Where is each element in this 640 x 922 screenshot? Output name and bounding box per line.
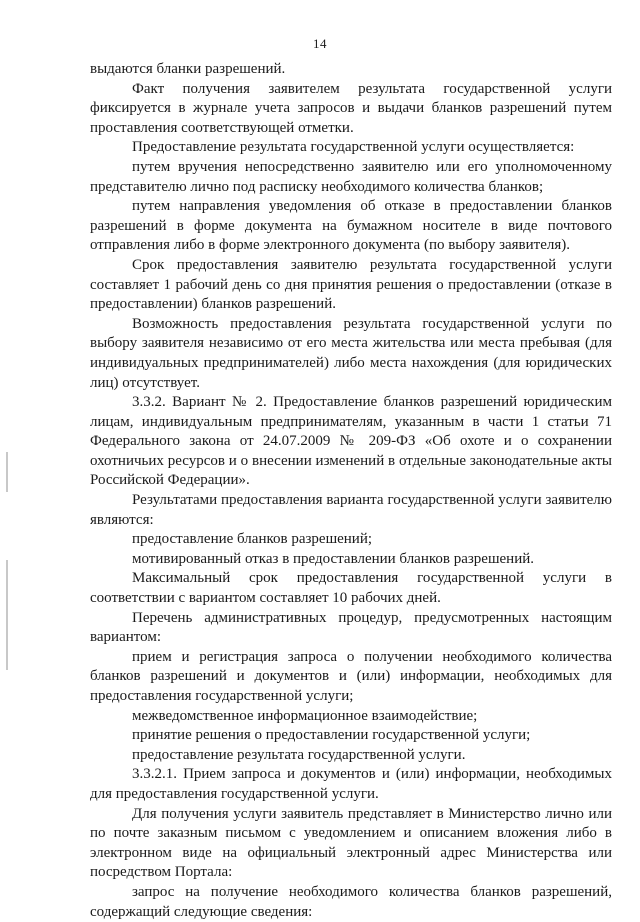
paragraph: 3.3.2. Вариант № 2. Предоставление бланков разрешений юридическим лицам, индивидуальным предпринимателям, указанным в части 1 статьи 71 Федерального закона от 24.07.2009 № 209-ФЗ «Об охоте и о сохранении охотничьих ресурсов и о внесении изменений в отдельные законодательные акты Российской Федерации». (90, 394, 612, 489)
paragraph: Возможность предоставления результата государственной услуги по выбору заявителя независимо от его места жительства или места пребывая (для индивидуальных предпринимателей) либо места нахождения (для юридических лиц) отсутствует. (90, 315, 612, 391)
paragraph: предоставление бланков разрешений; (132, 531, 373, 548)
paragraph: Максимальный срок предоставления государственной услуги в соответствии с вариантом составляет 10 рабочих дней. (90, 570, 612, 607)
paragraph: Факт получения заявителем результата государственной услуги фиксируется в журнале учета запросов и выдачи бланков разрешений путем проставления соответствующей отметки. (90, 80, 612, 136)
paragraph: принятие решения о предоставлении государственной услуги; (132, 727, 531, 744)
paragraph: межведомственное информационное взаимодействие; (132, 707, 478, 724)
paragraph: Для получения услуги заявитель представляет в Министерство лично или по почте заказным письмом с уведомлением и описанием вложения либо в электронном виде на официальный электронный адрес Министерства или посредством Портала: (90, 805, 612, 881)
paragraph: запрос на получение необходимого количества бланков разрешений, содержащий следующие сведения: (90, 883, 612, 920)
paragraph: 3.3.2.1. Прием запроса и документов и (или) информации, необходимых для предоставления государственной услуги. (90, 766, 612, 802)
scan-margin-artifact (6, 560, 8, 670)
page-number: 14 (313, 36, 327, 51)
paragraph: Срок предоставления заявителю результата государственной услуги составляет 1 рабочий день со дня принятия решения о предоставлении (отказе в предоставлении) бланков разрешений. (90, 256, 612, 313)
paragraph: прием и регистрация запроса о получении необходимого количества бланков разрешений и документов и (или) информации, необходимых для предоставления государственной услуги; (90, 648, 612, 704)
paragraph: предоставление результата государственной услуги. (132, 746, 466, 763)
paragraph: Перечень административных процедур, предусмотренных настоящим вариантом: (90, 609, 612, 646)
paragraph: Предоставление результата государственной услуги осуществляется: (132, 139, 575, 156)
document-body (90, 60, 612, 922)
paragraph: мотивированный отказ в предоставлении бланков разрешений. (132, 550, 534, 567)
paragraph: путем вручения непосредственно заявителю или его уполномоченному представителю лично под расписку необходимого количества бланков; (90, 158, 612, 195)
paragraph: путем направления уведомления об отказе в предоставлении бланков разрешений в форме документа на бумажном носителе в виде почтового отправления либо в форме электронного документа (по выбору заявителя). (90, 198, 612, 254)
paragraph: Результатами предоставления варианта государственной услуги заявителю являются: (90, 492, 612, 528)
paragraph: выдаются бланки разрешений. (90, 61, 286, 77)
scan-margin-artifact (6, 452, 8, 492)
